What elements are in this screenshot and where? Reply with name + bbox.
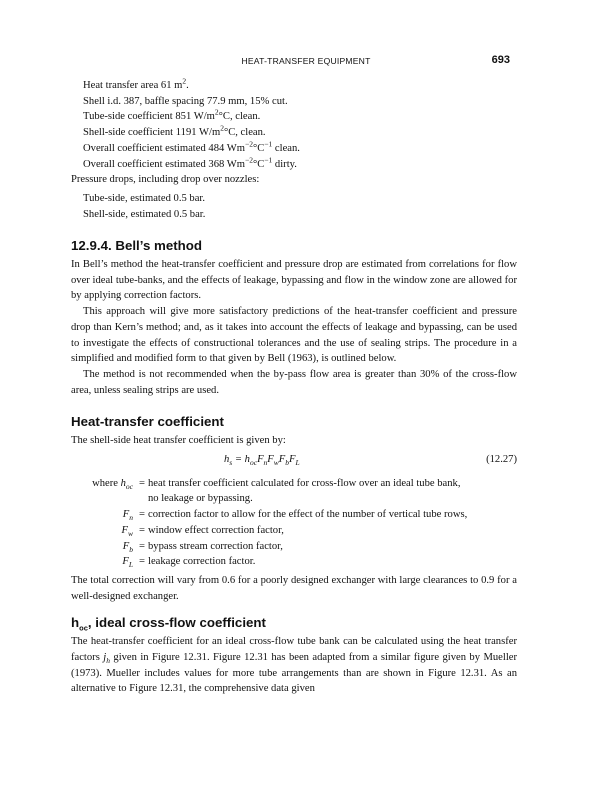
equation-12-27 xyxy=(71,452,517,468)
result-area: Heat transfer area 61 $m^2$. xyxy=(83,76,189,91)
result-shell-coefficient: Shell-side coefficient 1191 $W/m^2^\circ C$, clean. xyxy=(83,123,266,139)
section-heading-bells-method: 12.9.4. Bell’s method xyxy=(71,238,203,254)
symbol-definitions xyxy=(71,476,517,570)
page-number: 693 xyxy=(491,54,510,66)
definition-fn: $F_n$ = correction factor to allow for the effect of the number of vertical tube rows, xyxy=(122,509,468,523)
result-overall-clean: Overall coefficient estimated 484 $Wm^{-2}^\circ C^{-1}$ clean. xyxy=(83,139,300,154)
result-tube-coefficient: Tube-side coefficient 851 $W/m^2^\circ C$, clean. xyxy=(83,107,261,123)
pressure-list xyxy=(71,191,517,222)
definition-hoc-continued: no leakage or bypassing. xyxy=(148,493,253,505)
heading-hoc-ideal-crossflow: $h_{oc}$, ideal cross-flow coefficient xyxy=(71,615,266,634)
equation-number: (12.27) xyxy=(486,453,517,465)
results-list xyxy=(71,78,517,172)
total-correction-paragraph: The total correction will vary from 0.6 for a poorly designed exchanger with large clearances to 0.9 for a well-designed exchanger. xyxy=(71,574,517,602)
heading-heat-transfer-coefficient: Heat-transfer coefficient xyxy=(71,414,224,430)
page-body xyxy=(71,78,517,697)
definition-fw: $F_w$ = window effect correction factor, xyxy=(121,524,284,538)
paragraph-1: In Bell’s method the heat-transfer coefficient and pressure drop are estimated from correlations for flow over ideal tube-banks, and the effects of leakage, bypassing and flow in the window zone are allowed for by applying correction factors. xyxy=(71,259,517,302)
paragraph-3: The method is not recommended when the by-pass flow area is greater than 30% of the cross-flow area, unless sealing strips are used. xyxy=(71,368,517,396)
definition-fb: $F_b$ = bypass stream correction factor, xyxy=(122,540,283,554)
equation-expression: $h_s = h_{oc}F_nF_wF_bF_L$ xyxy=(224,453,300,467)
pressure-intro: Pressure drops, including drop over nozzles: xyxy=(71,174,260,186)
definition-fl: $F_L$ = leakage correction factor. xyxy=(122,556,256,570)
result-shell: Shell i.d. 387, baffle spacing 77.9 mm, 15% cut. xyxy=(83,95,288,107)
pressure-tube: Tube-side, estimated 0.5 bar. xyxy=(83,192,206,204)
definition-hoc: where $h_{oc}$ = heat transfer coefficient calculated for cross-flow over an ideal tube bank, xyxy=(92,477,461,491)
paragraph-2: This approach will give more satisfactory predictions of the heat-transfer coefficient and pressure drop than Kern’s method; and, as it takes into account the effects of leakage and bypassing, can be used to investigate the effects of constructional tolerances and the use of sealing strips. The procedure in a simplified and modified form to that given by Bell (1963), is outlined below. xyxy=(71,306,517,365)
pressure-shell: Shell-side, estimated 0.5 bar. xyxy=(83,208,206,220)
running-header xyxy=(0,54,612,70)
result-overall-dirty: Overall coefficient estimated 368 $Wm^{-2}^\circ C^{-1}$ dirty. xyxy=(83,154,297,170)
htc-intro: The shell-side heat transfer coefficient is given by: xyxy=(71,435,286,447)
running-title: HEAT-TRANSFER EQUIPMENT xyxy=(241,56,371,66)
hoc-paragraph: The heat-transfer coefficient for an ideal cross-flow tube bank can be calculated using the heat transfer factors $j_h$ given in Figure 12.31. Figure 12.31 has been adapted from a similar figure given by Mueller (1973). Mueller includes values for more tube arrangements than are shown in Figure 12.31. As an alternative to Figure 12.31, the comprehensive data given xyxy=(71,636,517,695)
